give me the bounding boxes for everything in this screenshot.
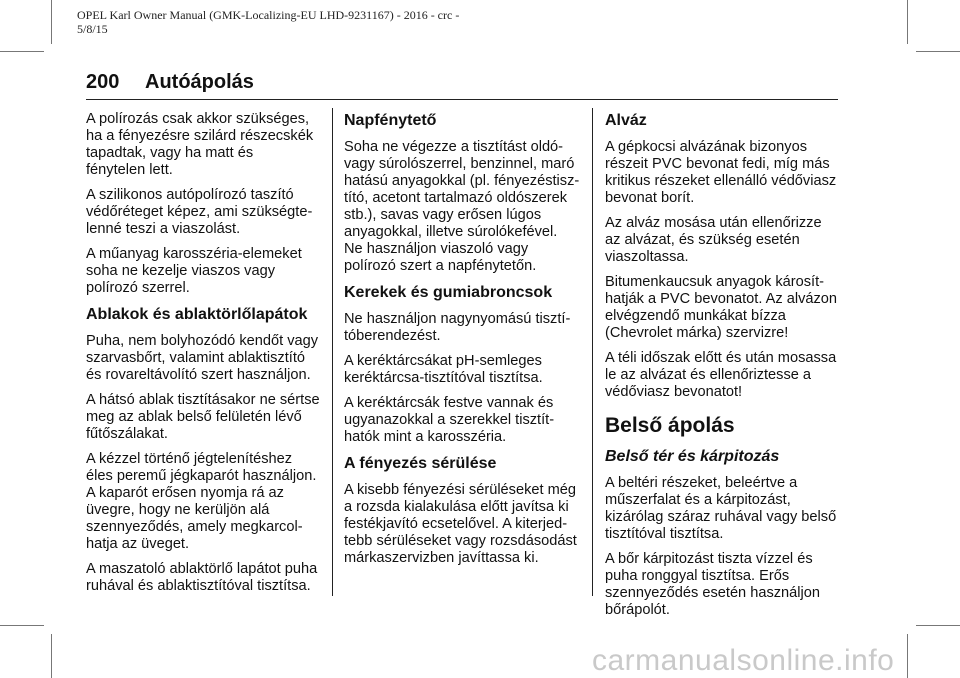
text-line: elvégzendő munkákat bízza — [605, 308, 786, 324]
paragraph — [605, 551, 840, 619]
text-line: soha ne kezelje viaszos vagy — [86, 263, 276, 279]
text-line: az alvázat, és szükség esetén — [605, 232, 800, 248]
crop-mark — [0, 625, 44, 626]
text-line: A beltéri részeket, beleértve a — [605, 475, 798, 491]
text-line: szennyeződés, amely megkarcol- — [86, 519, 303, 535]
text-line: A polírozás csak akkor szükséges, — [86, 111, 310, 127]
column-left — [86, 111, 326, 603]
print-meta — [77, 8, 517, 36]
print-meta-line: 5/8/15 — [77, 22, 108, 36]
text-line: A keréktárcsák festve vannak és — [344, 395, 554, 411]
text-line: A kézzel történő jégtelenítéshez — [86, 451, 293, 467]
text-line: A műanyag karosszéria-elemeket — [86, 246, 302, 262]
column-divider — [332, 108, 333, 596]
page-title: Autóápolás — [145, 71, 254, 93]
text-line: védőviasz bevonatot! — [605, 384, 743, 400]
paragraph — [344, 311, 584, 345]
text-line: éles peremű jégkaparót használjon. — [86, 468, 317, 484]
text-line: tapadtak, vagy ha matt és — [86, 145, 254, 161]
paragraph — [344, 482, 584, 567]
text-line: puha ronggyal tisztítsa. Erős — [605, 568, 790, 584]
text-line: A bőr kárpitozást tiszta vízzel és — [605, 551, 813, 567]
text-line: A hátsó ablak tisztításakor ne sértse — [86, 392, 320, 408]
paragraph — [605, 215, 840, 266]
paragraph — [86, 187, 326, 238]
paragraph — [344, 395, 584, 446]
crop-mark — [51, 634, 52, 678]
text-line: műszerfalat és a kárpitozást, — [605, 492, 791, 508]
text-line: Soha ne végezze a tisztítást oldó- — [344, 139, 564, 155]
watermark: carmanualsonline.info — [592, 644, 895, 677]
header-rule — [86, 99, 838, 100]
text-line: A szilikonos autópolírozó taszító — [86, 187, 294, 203]
paragraph — [605, 139, 840, 207]
paragraph — [605, 475, 840, 543]
text-line: lenné teszi a viaszolást. — [86, 221, 241, 237]
paragraph — [605, 274, 840, 342]
print-meta-line: OPEL Karl Owner Manual (GMK-Localizing-EU LHD-9231167) - 2016 - crc - — [77, 8, 460, 22]
text-line: ugyanazokkal a szerekkel tisztít- — [344, 412, 555, 428]
text-line: ha a fényezésre szilárd részecskék — [86, 128, 314, 144]
text-line: részeit PVC bevonat fedi, míg más — [605, 156, 830, 172]
section-heading-sunroof: Napfénytető — [344, 112, 437, 129]
text-line: fűtőszálakat. — [86, 426, 168, 442]
text-line: viaszoltassa. — [605, 249, 689, 265]
crop-mark — [907, 634, 908, 678]
crop-mark — [907, 0, 908, 44]
text-line: bőrápolót. — [605, 602, 670, 618]
column-middle — [344, 111, 584, 575]
text-line: bevonat borít. — [605, 190, 695, 206]
crop-mark — [0, 51, 44, 52]
column-divider — [592, 108, 593, 596]
text-line: Az alváz mosása után ellenőrizze — [605, 215, 822, 231]
paragraph — [344, 353, 584, 387]
major-heading-interior-care: Belső ápolás — [605, 414, 735, 437]
section-heading-underbody: Alváz — [605, 112, 647, 129]
section-heading-windows: Ablakok és ablaktörlőlapátok — [86, 306, 308, 323]
text-line: hatja az üveget. — [86, 536, 190, 552]
paragraph — [86, 451, 326, 553]
text-line: tóberendezést. — [344, 328, 441, 344]
crop-mark — [916, 51, 960, 52]
text-line: és rovareltávolító szert használjon. — [86, 367, 311, 383]
text-line: szennyeződés esetén használjon — [605, 585, 821, 601]
text-line: Bitumenkaucsuk anyagok károsít- — [605, 274, 825, 290]
text-line: tisztítóval tisztítsa. — [605, 526, 724, 542]
text-line: A maszatoló ablaktörlő lapátot puha — [86, 561, 318, 577]
paragraph — [86, 111, 326, 179]
text-line: üvegre, hogy ne kerüljön alá — [86, 502, 270, 518]
text-line: a rozsda kialakulása előtt javítsa ki — [344, 499, 569, 515]
text-line: stb.), savas vagy erősen lúgos — [344, 207, 542, 223]
text-line: hatják a PVC bevonatot. Az alvázon — [605, 291, 838, 307]
text-line: Puha, nem bolyhozódó kendőt vagy — [86, 333, 319, 349]
text-line: tebb sérüléseket vagy rozsdásodást — [344, 533, 577, 549]
text-line: A kaparót erősen nyomja rá az — [86, 485, 284, 501]
text-line: polírozó szerrel. — [86, 280, 190, 296]
text-line: hatású anyagokkal (pl. fényezéstisz- — [344, 173, 580, 189]
text-line: A kisebb fényezési sérüléseket még — [344, 482, 577, 498]
text-line: szarvasbőrt, valamint ablaktisztító — [86, 350, 305, 366]
paragraph — [86, 561, 326, 595]
text-line: meg az ablak belső felületén lévő — [86, 409, 302, 425]
text-line: fénytelen lett. — [86, 162, 173, 178]
text-line: keréktárcsa-tisztítóval tisztítsa. — [344, 370, 543, 386]
text-line: tító, acetont tartalmazó oldószerek — [344, 190, 568, 206]
section-heading-paint-damage: A fényezés sérülése — [344, 455, 497, 472]
text-line: anyagokkal, illetve súrolókefével. — [344, 224, 558, 240]
paragraph — [344, 139, 584, 275]
paragraph — [86, 333, 326, 384]
text-line: polírozó szert a napfénytetőn. — [344, 258, 537, 274]
subheading-interior-trim: Belső tér és kárpitozás — [605, 448, 780, 465]
text-line: A gépkocsi alvázának bizonyos — [605, 139, 808, 155]
text-line: le az alvázat és ellenőriztesse a — [605, 367, 812, 383]
section-heading-wheels: Kerekek és gumiabroncsok — [344, 284, 553, 301]
text-line: kritikus részeket ellenálló védőviasz — [605, 173, 837, 189]
text-line: festékjavító ecsetelővel. A kiterjed- — [344, 516, 568, 532]
text-line: A keréktárcsákat pH-semleges — [344, 353, 542, 369]
text-line: márkaszervizben javíttassa ki. — [344, 550, 539, 566]
text-line: A téli időszak előtt és után mosassa — [605, 350, 837, 366]
text-line: ruhával és ablaktisztítóval tisztítsa. — [86, 578, 311, 594]
crop-mark — [916, 625, 960, 626]
text-line: hatók mint a karosszéria. — [344, 429, 507, 445]
text-line: (Chevrolet márka) szervizre! — [605, 325, 789, 341]
crop-mark — [51, 0, 52, 44]
text-line: Ne használjon viaszoló vagy — [344, 241, 529, 257]
text-line: Ne használjon nagynyomású tisztí- — [344, 311, 571, 327]
page-number: 200 — [86, 71, 120, 93]
text-line: védőréteget képez, ami szükségte- — [86, 204, 313, 220]
text-line: kizárólag száraz ruhával vagy belső — [605, 509, 837, 525]
column-right — [605, 111, 840, 627]
text-line: vagy súrolószerrel, benzinnel, maró — [344, 156, 575, 172]
paragraph — [86, 246, 326, 297]
paragraph — [605, 350, 840, 401]
paragraph — [86, 392, 326, 443]
